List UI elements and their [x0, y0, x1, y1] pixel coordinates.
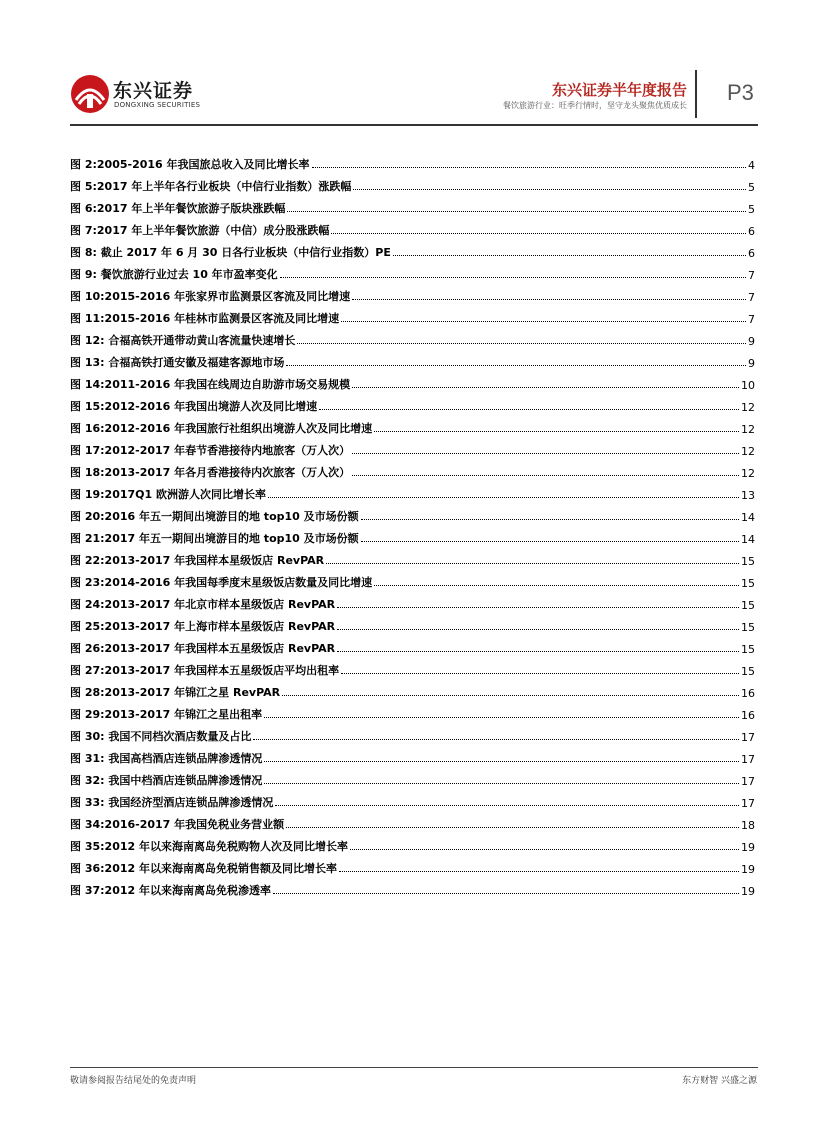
toc-entry-label: 图 14:2011-2016 年我国在线周边自助游市场交易规模	[70, 378, 351, 391]
toc-entry[interactable]	[70, 700, 755, 722]
toc-dot-leader	[337, 629, 739, 630]
toc-dot-leader	[339, 871, 739, 872]
toc-entry[interactable]	[70, 656, 755, 678]
toc-dot-leader	[268, 497, 739, 498]
toc-entry-page: 9	[748, 357, 755, 370]
toc-entry-label: 图 21:2017 年五一期间出境游目的地 top10 及市场份额	[70, 532, 359, 545]
company-logo	[70, 72, 200, 117]
toc-entry-page: 6	[748, 247, 755, 260]
toc-entry[interactable]	[70, 876, 755, 898]
toc-dot-leader	[361, 519, 739, 520]
toc-entry[interactable]	[70, 370, 755, 392]
toc-entry-page: 13	[741, 489, 755, 502]
report-title: 东兴证券半年度报告	[551, 81, 687, 99]
toc-entry-page: 17	[741, 797, 755, 810]
toc-entry[interactable]	[70, 436, 755, 458]
toc-entry[interactable]	[70, 172, 755, 194]
toc-entry-label: 图 5:2017 年上半年各行业板块（中信行业指数）涨跌幅	[70, 180, 352, 193]
toc-entry[interactable]	[70, 722, 755, 744]
toc-entry-page: 5	[748, 203, 755, 216]
toc-entry-page: 19	[741, 863, 755, 876]
toc-entry-label: 图 22:2013-2017 年我国样本星级饭店 RevPAR	[70, 554, 325, 567]
toc-entry-label: 图 13: 合福高铁打通安徽及福建客源地市场	[70, 356, 285, 369]
toc-entry-label: 图 29:2013-2017 年锦江之星出租率	[70, 708, 263, 721]
toc-entry-label: 图 18:2013-2017 年各月香港接待内次旅客（万人次）	[70, 466, 351, 479]
toc-entry-label: 图 20:2016 年五一期间出境游目的地 top10 及市场份额	[70, 510, 359, 523]
toc-entry-label: 图 2:2005-2016 年我国旅总收入及同比增长率	[70, 158, 310, 171]
toc-entry-label: 图 11:2015-2016 年桂林市监测景区客流及同比增速	[70, 312, 340, 325]
toc-dot-leader	[287, 211, 746, 212]
toc-entry[interactable]	[70, 832, 755, 854]
toc-entry[interactable]	[70, 480, 755, 502]
toc-entry-label: 图 27:2013-2017 年我国样本五星级饭店平均出租率	[70, 664, 340, 677]
toc-dot-leader	[282, 695, 739, 696]
toc-entry[interactable]	[70, 194, 755, 216]
toc-dot-leader	[353, 189, 746, 190]
toc-entry-page: 5	[748, 181, 755, 194]
toc-entry-page: 10	[741, 379, 755, 392]
toc-entry-page: 7	[748, 291, 755, 304]
toc-entry-label: 图 23:2014-2016 年我国每季度末星级饭店数量及同比增速	[70, 576, 373, 589]
footer-disclaimer-note: 敬请参阅报告结尾处的免责声明	[70, 1076, 197, 1086]
toc-entry-page: 15	[741, 555, 755, 568]
toc-entry-page: 6	[748, 225, 755, 238]
toc-dot-leader	[312, 167, 746, 168]
toc-entry-label: 图 30: 我国不同档次酒店数量及占比	[70, 730, 252, 743]
toc-entry-label: 图 33: 我国经济型酒店连锁品牌渗透情况	[70, 796, 274, 809]
toc-entry-label: 图 36:2012 年以来海南离岛免税销售额及同比增长率	[70, 862, 337, 875]
page-header	[0, 0, 827, 130]
toc-entry[interactable]	[70, 392, 755, 414]
toc-entry[interactable]	[70, 458, 755, 480]
page-number: P3	[727, 80, 754, 105]
figure-table-of-contents	[70, 150, 755, 898]
toc-dot-leader	[286, 827, 739, 828]
toc-dot-leader	[264, 783, 739, 784]
toc-entry-label: 图 34:2016-2017 年我国免税业务营业额	[70, 818, 285, 831]
toc-entry-page: 15	[741, 665, 755, 678]
toc-dot-leader	[374, 585, 739, 586]
footer-rule	[70, 1067, 758, 1068]
toc-entry[interactable]	[70, 612, 755, 634]
toc-entry-label: 图 19:2017Q1 欧洲游人次同比增长率	[70, 488, 266, 501]
logo-emblem-icon	[70, 74, 110, 114]
toc-dot-leader	[275, 805, 739, 806]
toc-entry[interactable]	[70, 744, 755, 766]
toc-dot-leader	[352, 387, 739, 388]
toc-entry-label: 图 8: 截止 2017 年 6 月 30 日各行业板块（中信行业指数）PE	[70, 246, 391, 259]
toc-entry[interactable]	[70, 634, 755, 656]
toc-dot-leader	[264, 717, 739, 718]
logo-english-name: DONGXING SECURITIES	[114, 101, 201, 109]
toc-entry[interactable]	[70, 282, 755, 304]
toc-entry[interactable]	[70, 788, 755, 810]
toc-entry[interactable]	[70, 238, 755, 260]
toc-entry-page: 16	[741, 687, 755, 700]
toc-dot-leader	[253, 739, 739, 740]
toc-entry-page: 12	[741, 467, 755, 480]
toc-entry-label: 图 15:2012-2016 年我国出境游人次及同比增速	[70, 400, 318, 413]
toc-entry-page: 12	[741, 401, 755, 414]
toc-entry[interactable]	[70, 326, 755, 348]
toc-entry[interactable]	[70, 568, 755, 590]
toc-entry-page: 15	[741, 621, 755, 634]
header-divider	[695, 70, 697, 118]
toc-entry-page: 9	[748, 335, 755, 348]
report-subtitle: 餐饮旅游行业：旺季行情时，坚守龙头聚焦优质成长	[503, 101, 687, 110]
toc-dot-leader	[341, 673, 739, 674]
toc-entry-label: 图 37:2012 年以来海南离岛免税渗透率	[70, 884, 271, 897]
toc-entry[interactable]	[70, 810, 755, 832]
toc-entry-label: 图 16:2012-2016 年我国旅行社组织出境游人次及同比增速	[70, 422, 373, 435]
toc-entry[interactable]	[70, 590, 755, 612]
header-rule	[70, 124, 758, 126]
toc-entry-label: 图 35:2012 年以来海南离岛免税购物人次及同比增长率	[70, 840, 348, 853]
toc-entry-page: 19	[741, 841, 755, 854]
toc-entry-label: 图 28:2013-2017 年锦江之星 RevPAR	[70, 686, 281, 699]
toc-entry-page: 14	[741, 533, 755, 546]
toc-dot-leader	[352, 299, 746, 300]
toc-entry-label: 图 24:2013-2017 年北京市样本星级饭店 RevPAR	[70, 598, 336, 611]
toc-entry-page: 16	[741, 709, 755, 722]
toc-entry[interactable]	[70, 678, 755, 700]
toc-dot-leader	[350, 849, 739, 850]
toc-entry-label: 图 17:2012-2017 年春节香港接待内地旅客（万人次）	[70, 444, 351, 457]
toc-entry[interactable]	[70, 216, 755, 238]
toc-dot-leader	[264, 761, 739, 762]
toc-entry[interactable]	[70, 524, 755, 546]
toc-dot-leader	[352, 475, 739, 476]
toc-entry-page: 12	[741, 445, 755, 458]
toc-dot-leader	[337, 651, 739, 652]
toc-entry-page: 7	[748, 313, 755, 326]
toc-entry-label: 图 6:2017 年上半年餐饮旅游子版块涨跌幅	[70, 202, 286, 215]
toc-entry[interactable]	[70, 766, 755, 788]
toc-entry-page: 14	[741, 511, 755, 524]
toc-entry[interactable]	[70, 348, 755, 370]
toc-entry[interactable]	[70, 546, 755, 568]
toc-dot-leader	[286, 365, 746, 366]
toc-entry-page: 15	[741, 599, 755, 612]
toc-dot-leader	[393, 255, 746, 256]
toc-dot-leader	[326, 563, 739, 564]
toc-entry-page: 15	[741, 643, 755, 656]
toc-entry-page: 17	[741, 731, 755, 744]
toc-entry[interactable]	[70, 304, 755, 326]
toc-entry-label: 图 26:2013-2017 年我国样本五星级饭店 RevPAR	[70, 642, 336, 655]
toc-entry[interactable]	[70, 414, 755, 436]
toc-entry-page: 4	[748, 159, 755, 172]
toc-dot-leader	[337, 607, 739, 608]
toc-dot-leader	[352, 453, 739, 454]
toc-entry-label: 图 7:2017 年上半年餐饮旅游（中信）成分股涨跌幅	[70, 224, 330, 237]
toc-entry-label: 图 12: 合福高铁开通带动黄山客流量快速增长	[70, 334, 296, 347]
toc-entry-label: 图 32: 我国中档酒店连锁品牌渗透情况	[70, 774, 263, 787]
toc-entry-page: 18	[741, 819, 755, 832]
toc-entry-label: 图 10:2015-2016 年张家界市监测景区客流及同比增速	[70, 290, 351, 303]
toc-entry-page: 7	[748, 269, 755, 282]
toc-dot-leader	[341, 321, 746, 322]
logo-chinese-name: 东兴证券	[113, 80, 194, 102]
toc-entry-page: 19	[741, 885, 755, 898]
toc-entry-label: 图 31: 我国高档酒店连锁品牌渗透情况	[70, 752, 263, 765]
toc-entry[interactable]	[70, 260, 755, 282]
toc-dot-leader	[374, 431, 739, 432]
toc-dot-leader	[273, 893, 739, 894]
toc-entry-page: 17	[741, 753, 755, 766]
toc-entry[interactable]	[70, 150, 755, 172]
toc-dot-leader	[331, 233, 746, 234]
footer-slogan: 东方财智 兴盛之源	[682, 1076, 757, 1086]
toc-entry-label: 图 25:2013-2017 年上海市样本星级饭店 RevPAR	[70, 620, 336, 633]
toc-dot-leader	[297, 343, 746, 344]
toc-entry[interactable]	[70, 854, 755, 876]
toc-entry[interactable]	[70, 502, 755, 524]
toc-entry-label: 图 9: 餐饮旅游行业过去 10 年市盈率变化	[70, 268, 278, 281]
toc-entry-page: 15	[741, 577, 755, 590]
toc-entry-page: 17	[741, 775, 755, 788]
toc-entry-page: 12	[741, 423, 755, 436]
toc-dot-leader	[280, 277, 746, 278]
toc-dot-leader	[319, 409, 739, 410]
toc-dot-leader	[361, 541, 739, 542]
